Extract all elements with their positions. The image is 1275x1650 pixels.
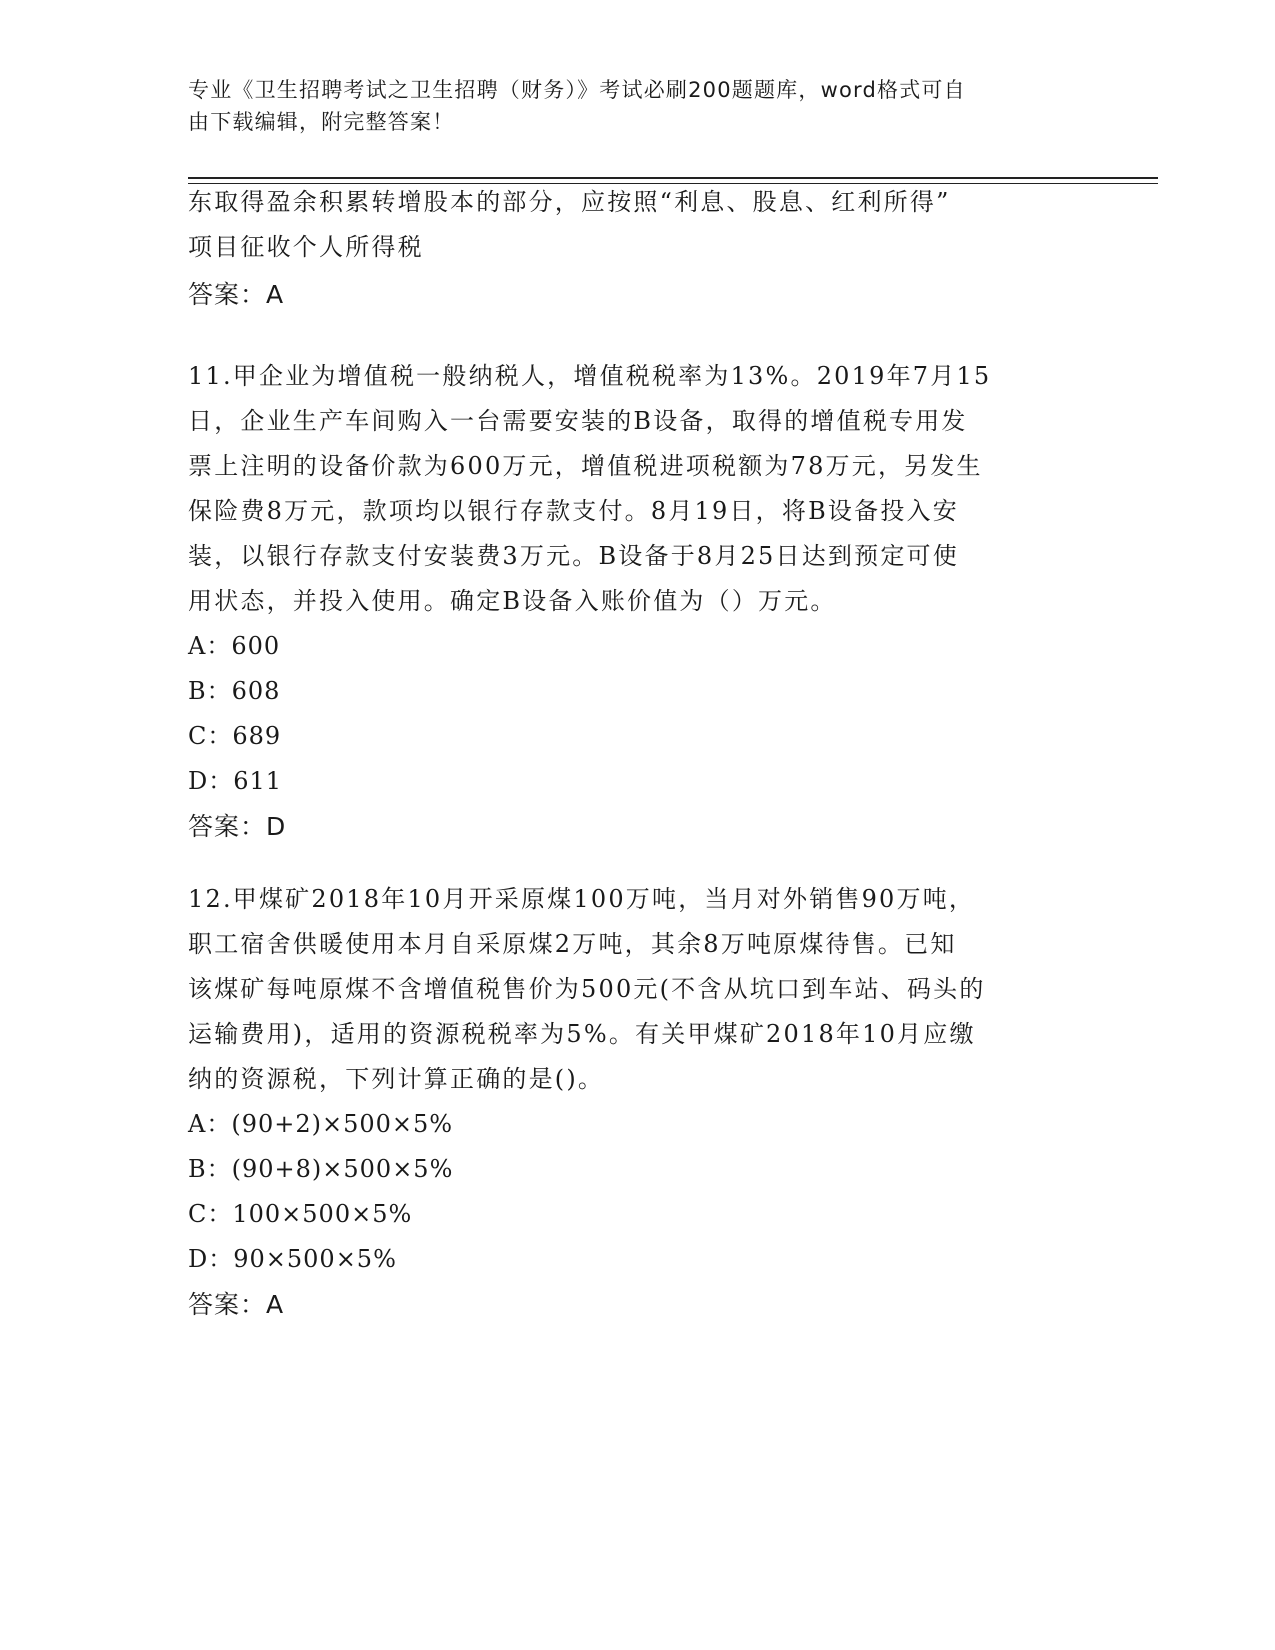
- header-line-1: 专业《卫生招聘考试之卫生招聘（财务）》考试必刷200题题库，word格式可自: [188, 78, 966, 102]
- option-d: D：611: [188, 767, 283, 795]
- continuation-text: [188, 180, 1068, 270]
- question-line: 12.甲煤矿2018年10月开采原煤100万吨，当月对外销售90万吨，: [188, 885, 976, 913]
- header-line-2: 由下载编辑，附完整答案！: [188, 110, 455, 134]
- option-a: A：600: [188, 632, 281, 660]
- question-12: [188, 877, 1068, 1327]
- document-header: [188, 74, 1068, 138]
- question-line: 职工宿舍供暖使用本月自采原煤2万吨，其余8万吨原煤待售。已知: [188, 930, 957, 958]
- header-divider-thick: [188, 177, 1158, 179]
- question-line: 该煤矿每吨原煤不含增值税售价为500元(不含从坑口到车站、码头的: [188, 975, 986, 1003]
- option-d: D：90×500×5%: [188, 1245, 397, 1273]
- continuation-line: 东取得盈余积累转增股本的部分，应按照“利息、股息、红利所得”: [188, 188, 951, 216]
- question-line: 装，以银行存款支付安装费3万元。B设备于8月25日达到预定可使: [188, 542, 959, 570]
- question-line: 保险费8万元，款项均以银行存款支付。8月19日，将B设备投入安: [188, 497, 959, 525]
- option-c: C：689: [188, 722, 282, 750]
- previous-question-continuation: [188, 180, 1068, 317]
- option-c: C：100×500×5%: [188, 1200, 413, 1228]
- question-stem: [188, 877, 1068, 1102]
- question-11: [188, 354, 1068, 849]
- option-a: A：(90+2)×500×5%: [188, 1110, 454, 1138]
- answer-label: 答案：D: [188, 812, 287, 841]
- answer-label: 答案：A: [188, 280, 285, 309]
- question-stem: [188, 354, 1068, 624]
- question-line: 纳的资源税，下列计算正确的是()。: [188, 1065, 605, 1093]
- question-line: 用状态，并投入使用。确定B设备入账价值为（）万元。: [188, 587, 837, 615]
- answer-label: 答案：A: [188, 1290, 285, 1319]
- question-line: 票上注明的设备价款为600万元，增值税进项税额为78万元，另发生: [188, 452, 983, 480]
- question-line: 日，企业生产车间购入一台需要安装的B设备，取得的增值税专用发: [188, 407, 968, 435]
- question-line: 11.甲企业为增值税一般纳税人，增值税税率为13%。2019年7月15: [188, 362, 992, 390]
- option-b: B：608: [188, 677, 281, 705]
- continuation-line: 项目征收个人所得税: [188, 233, 424, 261]
- question-line: 运输费用)，适用的资源税税率为5%。有关甲煤矿2018年10月应缴: [188, 1020, 976, 1048]
- option-b: B：(90+8)×500×5%: [188, 1155, 454, 1183]
